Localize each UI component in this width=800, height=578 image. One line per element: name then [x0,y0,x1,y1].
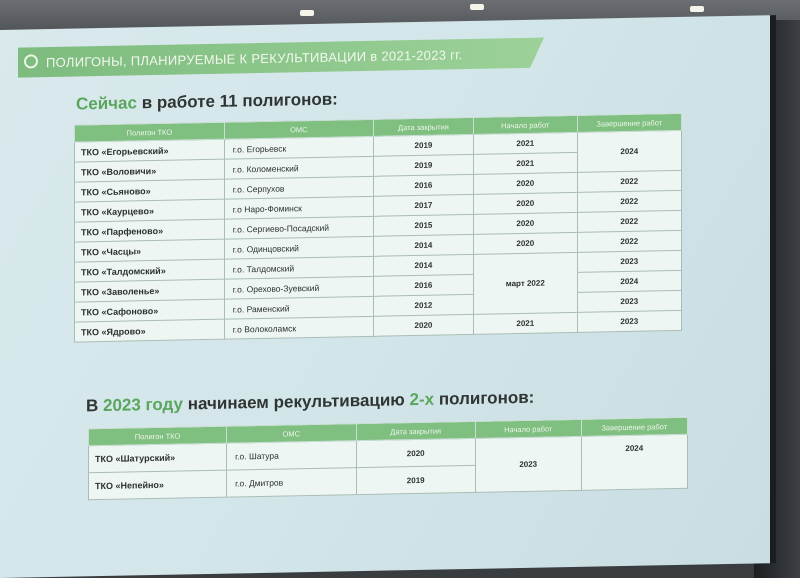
closed-cell: 2019 [373,134,473,156]
col-header-closed: Дата закрытия [356,421,475,440]
col-header-closed: Дата закрытия [373,117,473,136]
oms-cell: г.о. Одинцовский [224,236,373,259]
col-header-start: Начало работ [475,419,581,438]
slide-banner [18,38,530,78]
planned-heading-count: 2-х [409,389,435,410]
planned-heading-post: полигонов: [434,387,535,409]
start-cell: 2020 [473,212,577,234]
oms-cell: г.о. Егорьевск [224,136,373,159]
oms-cell: г.о. Орехово-Зуевский [224,276,373,299]
landfill-name: ТКО «Егорьевский» [75,139,225,162]
end-cell: 2023 [577,250,681,272]
closed-cell: 2020 [373,314,473,336]
oms-cell: г.о. Раменский [224,296,373,319]
planned-heading [86,388,534,417]
oms-cell: г.о. Серпухов [224,176,373,199]
closed-cell: 2014 [373,234,473,256]
ceiling-light [470,4,484,10]
start-cell: 2023 [475,436,581,492]
current-heading [76,90,338,115]
landfill-name: ТКО «Часцы» [75,239,225,262]
leaf-logo-icon [24,54,38,68]
closed-cell: 2019 [356,465,475,494]
start-cell: 2020 [473,172,577,194]
end-cell: 2024 [577,270,681,292]
planned-heading-pre: В [86,396,103,416]
landfill-name: ТКО «Сафоново» [75,299,225,322]
planned-landfills-table [88,417,688,501]
start-cell: 2021 [473,152,577,174]
closed-cell: 2015 [373,214,473,236]
end-cell: 2022 [577,230,681,252]
start-cell: март 2022 [473,252,577,314]
landfill-name: ТКО «Непейно» [89,470,227,500]
closed-cell: 2016 [373,274,473,296]
oms-cell: г.о. Сергиево-Посадский [224,216,373,239]
end-cell: 2022 [577,190,681,212]
landfill-name: ТКО «Сьяново» [75,179,225,202]
col-header-start: Начало работ [473,115,577,134]
ceiling-light [300,10,314,16]
landfill-name: ТКО «Каурцево» [75,199,225,222]
end-cell: 2023 [577,310,681,332]
start-cell: 2020 [473,192,577,214]
landfill-name: ТКО «Воловичи» [75,159,225,182]
closed-cell: 2017 [373,194,473,216]
closed-cell: 2019 [373,154,473,176]
closed-cell: 2016 [373,174,473,196]
landfill-name: ТКО «Талдомский» [75,259,225,282]
end-cell: 2022 [577,210,681,232]
planned-heading-mid: начинаем рекультивацию [183,390,410,414]
current-heading-text: в работе 11 полигонов: [136,89,338,113]
oms-cell: г.о. Коломенский [224,156,373,179]
oms-cell: г.о. Шатура [227,441,356,470]
closed-cell: 2012 [373,294,473,316]
landfill-name: ТКО «Ядрово» [75,319,225,342]
banner-title: ПОЛИГОНЫ, ПЛАНИРУЕМЫЕ К РЕКУЛЬТИВАЦИИ в 2021-2023 гг. [46,46,463,70]
current-landfills-table [74,113,682,343]
closed-cell: 2014 [373,254,473,276]
end-cell: 2023 [577,290,681,312]
planned-heading-year: 2023 году [103,394,184,416]
col-header-landfill: Полигон ТКО [75,122,225,142]
end-cell: 2024 [577,130,681,172]
col-header-landfill: Полигон ТКО [89,426,227,446]
landfill-name: ТКО «Шатурский» [89,443,227,473]
oms-cell: г.о Наро-Фоминск [224,196,373,219]
end-cell: 2024 [581,434,687,490]
end-cell: 2022 [577,170,681,192]
landfill-name: ТКО «Заволенье» [75,279,225,302]
col-header-oms: ОМС [227,424,356,443]
closed-cell: 2020 [356,438,475,467]
projection-screen [0,15,776,578]
col-header-end: Завершение работ [577,113,681,132]
oms-cell: г.о Волоколамск [224,316,373,339]
banner-slash-decoration [530,38,544,68]
landfill-name: ТКО «Парфеново» [75,219,225,242]
ceiling-light [690,6,704,12]
col-header-oms: ОМС [224,119,373,139]
col-header-end: Завершение работ [581,417,687,436]
oms-cell: г.о. Талдомский [224,256,373,279]
start-cell: 2021 [473,312,577,334]
start-cell: 2020 [473,232,577,254]
oms-cell: г.о. Дмитров [227,468,356,497]
start-cell: 2021 [473,132,577,154]
current-heading-accent: Сейчас [76,93,137,114]
